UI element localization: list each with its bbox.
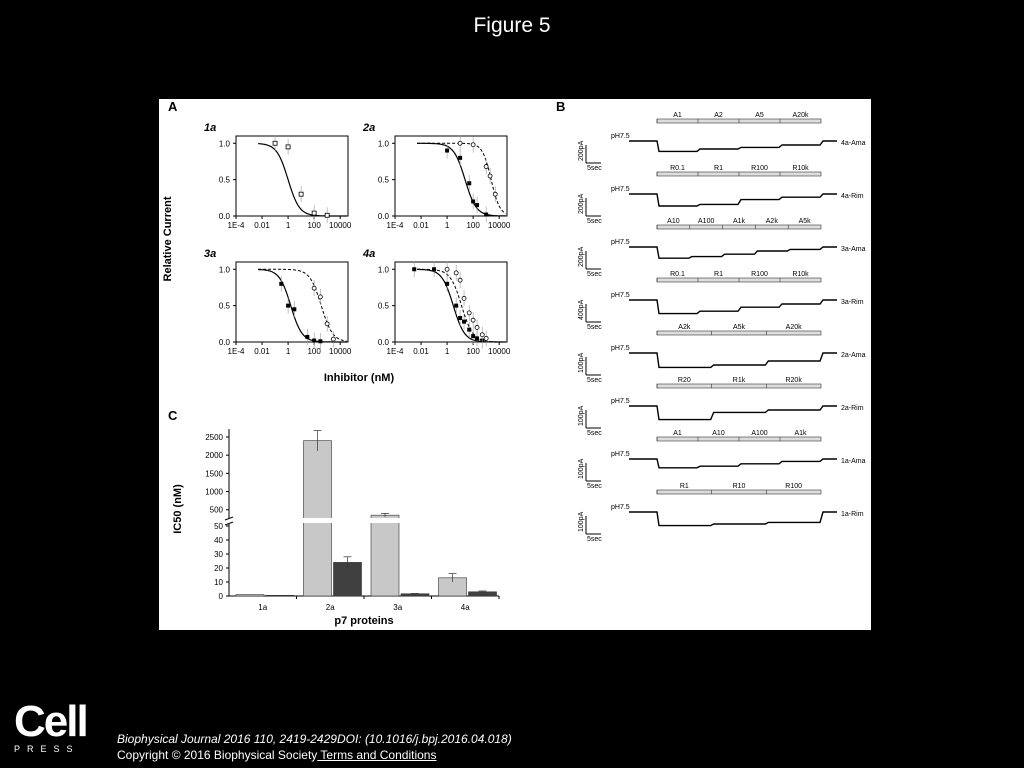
data-point — [445, 282, 449, 286]
panel-b-letter: B — [556, 99, 566, 114]
data-point — [312, 286, 316, 290]
dose-response-plot-1a — [204, 122, 352, 230]
segment-label: R10k — [792, 165, 809, 172]
scale-time: 5sec — [587, 271, 602, 278]
figure-svg — [159, 99, 871, 630]
panel-a-plots — [162, 122, 511, 384]
data-point — [312, 211, 316, 215]
y-tick-label: 1000 — [205, 487, 223, 497]
plot-label: 3a — [204, 248, 217, 260]
x-tick-label: 1 — [285, 347, 291, 356]
scale-amplitude: 100pA — [578, 405, 585, 426]
dose-response-plot-3a — [204, 248, 352, 356]
segment-label: R1 — [714, 165, 723, 172]
category-label: 2a — [325, 603, 335, 612]
current-trace — [629, 247, 837, 258]
trace-name: 4a-Rim — [841, 193, 864, 200]
data-point — [286, 145, 290, 149]
trace-4a-Rim — [578, 165, 864, 225]
application-bar — [657, 384, 821, 388]
plot-label: 1a — [204, 122, 217, 134]
segment-label: A2k — [678, 324, 691, 331]
data-point — [454, 271, 458, 275]
current-trace — [629, 353, 837, 367]
segment-label: A20k — [785, 324, 802, 331]
x-tick-label: 100 — [307, 347, 321, 356]
scale-time: 5sec — [587, 536, 602, 543]
bar — [236, 595, 264, 596]
application-bar — [657, 490, 821, 494]
scale-amplitude: 100pA — [578, 511, 585, 532]
segment-label: A2 — [714, 112, 723, 119]
data-point — [484, 165, 488, 169]
category-label: 1a — [258, 603, 268, 612]
current-trace — [629, 459, 837, 468]
segment-label: A5 — [755, 112, 764, 119]
bar — [401, 594, 429, 596]
x-tick-label: 10000 — [329, 221, 352, 230]
trace-name: 3a-Rim — [841, 299, 864, 306]
segment-label: A5k — [798, 218, 811, 225]
scale-time: 5sec — [587, 377, 602, 384]
x-tick-label: 100 — [307, 221, 321, 230]
dose-response-plot-4a — [362, 248, 511, 356]
data-point — [493, 192, 497, 196]
x-tick-label: 10000 — [488, 347, 511, 356]
x-tick-label: 0.01 — [413, 221, 429, 230]
plot-frame — [236, 136, 348, 216]
x-tick-label: 1E-4 — [227, 347, 245, 356]
y-tick-label: 0.5 — [218, 175, 230, 185]
trace-name: 1a-Ama — [841, 458, 866, 465]
trace-ph-label: pH7.5 — [611, 292, 630, 299]
data-point — [462, 320, 466, 324]
scale-time: 5sec — [587, 483, 602, 490]
scale-amplitude: 200pA — [578, 140, 585, 161]
data-point — [286, 304, 290, 308]
segment-label: A10 — [667, 218, 680, 225]
current-trace — [629, 141, 837, 151]
trace-name: 3a-Ama — [841, 246, 866, 253]
x-tick-label: 1 — [444, 221, 450, 230]
trace-3a-Ama — [578, 218, 866, 278]
trace-name: 2a-Rim — [841, 405, 864, 412]
y-tick-label: 1.0 — [377, 139, 389, 149]
x-tick-label: 100 — [466, 221, 480, 230]
segment-label: A20k — [792, 112, 809, 119]
scale-time: 5sec — [587, 430, 602, 437]
trace-ph-label: pH7.5 — [611, 451, 630, 458]
trace-4a-Ama — [578, 112, 866, 172]
data-point — [462, 296, 466, 300]
segment-label: R20k — [785, 377, 802, 384]
figure-title: Figure 5 — [473, 14, 551, 37]
segment-label: R100 — [751, 271, 768, 278]
data-point — [325, 213, 329, 217]
data-point — [471, 199, 475, 203]
data-point — [318, 339, 322, 343]
y-axis-label: Relative Current — [162, 196, 174, 282]
logo-word: Cell — [14, 697, 87, 746]
trace-ph-label: pH7.5 — [611, 345, 630, 352]
x-tick-label: 1E-4 — [386, 347, 404, 356]
current-trace — [629, 512, 837, 526]
bar — [371, 515, 399, 596]
scale-amplitude: 100pA — [578, 458, 585, 479]
y-tick-label: 20 — [214, 564, 223, 573]
data-point — [318, 295, 322, 299]
scale-amplitude: 400pA — [578, 299, 585, 320]
x-tick-label: 0.01 — [413, 347, 429, 356]
bar-break-gap — [303, 518, 333, 523]
fit-curve — [258, 269, 347, 341]
trace-1a-Rim — [578, 483, 864, 543]
segment-label: A1k — [732, 218, 746, 225]
data-point — [484, 213, 488, 217]
segment-label: A100 — [698, 218, 715, 225]
trace-ph-label: pH7.5 — [611, 133, 630, 140]
scale-amplitude: 200pA — [578, 193, 585, 214]
y-tick-label: 0.5 — [377, 301, 389, 311]
data-point — [467, 181, 471, 185]
current-trace — [629, 300, 837, 314]
data-point — [305, 335, 309, 339]
data-point — [312, 339, 316, 343]
panel-c-barchart — [172, 429, 499, 627]
x-tick-label: 10000 — [488, 221, 511, 230]
y-tick-label: 50 — [214, 522, 223, 531]
trace-name: 2a-Ama — [841, 352, 866, 359]
data-point — [458, 141, 462, 145]
data-point — [467, 311, 471, 315]
scale-amplitude: 100pA — [578, 352, 585, 373]
data-point — [454, 304, 458, 308]
trace-ph-label: pH7.5 — [611, 186, 630, 193]
y-tick-label: 1500 — [205, 469, 223, 479]
segment-label: R10k — [792, 271, 809, 278]
segment-label: R100 — [785, 483, 803, 490]
y-tick-label: 30 — [214, 550, 223, 559]
data-point — [488, 174, 492, 178]
data-point — [471, 318, 475, 322]
panel-c-letter: C — [168, 408, 178, 423]
data-point — [273, 141, 277, 145]
y-tick-label: 2500 — [205, 433, 223, 442]
panel-b-traces — [578, 112, 866, 543]
segment-label: A2k — [765, 218, 778, 225]
fit-curve — [258, 144, 347, 216]
x-tick-label: 0.01 — [254, 347, 270, 356]
segment-label: A5k — [732, 324, 746, 331]
bar-break-gap — [370, 518, 400, 523]
plot-frame — [236, 262, 348, 342]
data-point — [475, 325, 479, 329]
y-tick-label: 0 — [218, 592, 223, 601]
segment-label: A1 — [673, 112, 682, 119]
y-tick-label: 1.0 — [377, 265, 389, 275]
y-tick-label: 0.0 — [377, 212, 389, 221]
x-tick-label: 0.01 — [254, 221, 270, 230]
y-tick-label: 0.0 — [218, 338, 230, 347]
footer — [117, 731, 512, 763]
terms-link[interactable]: Terms and Conditions — [317, 748, 437, 762]
x-tick-label: 1 — [444, 347, 450, 356]
y-tick-label: 0.0 — [218, 212, 230, 221]
segment-label: R10 — [732, 483, 746, 490]
trace-name: 1a-Rim — [841, 511, 864, 518]
x-tick-label: 10000 — [329, 347, 352, 356]
data-point — [325, 322, 329, 326]
logo-press: PRESS — [14, 744, 80, 754]
y-tick-label: 500 — [209, 505, 223, 515]
trace-ph-label: pH7.5 — [611, 239, 630, 246]
scale-time: 5sec — [587, 218, 602, 225]
trace-name: 4a-Ama — [841, 140, 866, 147]
y-tick-label: 10 — [214, 578, 223, 587]
data-point — [331, 337, 335, 341]
segment-label: A1 — [673, 430, 682, 437]
data-point — [480, 333, 484, 337]
segment-label: A10 — [712, 430, 725, 437]
plot-label: 2a — [363, 122, 376, 134]
segment-label: R1 — [714, 271, 723, 278]
y-tick-label: 2000 — [205, 451, 223, 461]
y-tick-label: 0.5 — [377, 175, 389, 185]
category-label: 3a — [393, 603, 403, 612]
data-point — [458, 156, 462, 160]
y-axis-label: IC50 (nM) — [172, 484, 184, 534]
data-point — [445, 149, 449, 153]
segment-label: R1 — [679, 483, 689, 490]
trace-3a-Rim — [578, 271, 864, 331]
data-point — [471, 334, 475, 338]
citation-text: Biophysical Journal 2016 110, 2419-2429DOI: (10.1016/j.bpj.2016.04.018) — [117, 732, 512, 746]
segment-label: A1k — [794, 430, 807, 437]
data-point — [475, 203, 479, 207]
bar — [266, 595, 294, 596]
data-point — [299, 192, 303, 196]
copyright-line — [117, 747, 512, 763]
copyright-text: Copyright © 2016 Biophysical Society — [117, 748, 318, 762]
plot-label: 4a — [363, 248, 376, 260]
x-tick-label: 100 — [466, 347, 480, 356]
segment-label: R0.1 — [670, 165, 685, 172]
dose-response-plot-2a — [362, 122, 511, 230]
y-tick-label: 40 — [214, 536, 223, 545]
segment-label: R1k — [732, 377, 746, 384]
segment-label: R100 — [751, 165, 768, 172]
trace-2a-Rim — [578, 377, 864, 437]
x-axis-label: p7 proteins — [334, 615, 394, 627]
trace-ph-label: pH7.5 — [611, 504, 630, 511]
application-bar — [657, 331, 821, 335]
fit-curve — [417, 143, 506, 213]
data-point — [412, 267, 416, 271]
x-tick-label: 1 — [285, 221, 291, 230]
data-point — [445, 267, 449, 271]
fit-curve — [417, 143, 506, 216]
data-point — [484, 336, 488, 340]
plot-frame — [395, 262, 507, 342]
scale-amplitude: 200pA — [578, 246, 585, 267]
x-tick-label: 1E-4 — [227, 221, 245, 230]
y-tick-label: 1.0 — [218, 139, 230, 149]
data-point — [279, 282, 283, 286]
x-axis-label: Inhibitor (nM) — [323, 372, 395, 384]
y-tick-label: 0.0 — [377, 338, 389, 347]
data-point — [292, 307, 296, 311]
trace-1a-Ama — [578, 430, 866, 490]
segment-label: R20 — [677, 377, 691, 384]
y-tick-label: 0.5 — [218, 301, 230, 311]
scale-time: 5sec — [587, 324, 602, 331]
application-bar — [657, 225, 821, 229]
category-label: 4a — [460, 603, 470, 612]
current-trace — [629, 406, 837, 420]
segment-label: R0.1 — [670, 271, 685, 278]
trace-2a-Ama — [578, 324, 866, 384]
y-tick-label: 1.0 — [218, 265, 230, 275]
data-point — [458, 278, 462, 282]
x-tick-label: 1E-4 — [386, 221, 404, 230]
data-point — [458, 316, 462, 320]
panel-a-letter: A — [168, 99, 178, 114]
trace-ph-label: pH7.5 — [611, 398, 630, 405]
scale-time: 5sec — [587, 165, 602, 172]
data-point — [471, 143, 475, 147]
segment-label: A100 — [751, 430, 768, 437]
cell-press-logo — [14, 697, 87, 756]
current-trace — [629, 194, 837, 206]
figure-panel — [159, 99, 871, 630]
